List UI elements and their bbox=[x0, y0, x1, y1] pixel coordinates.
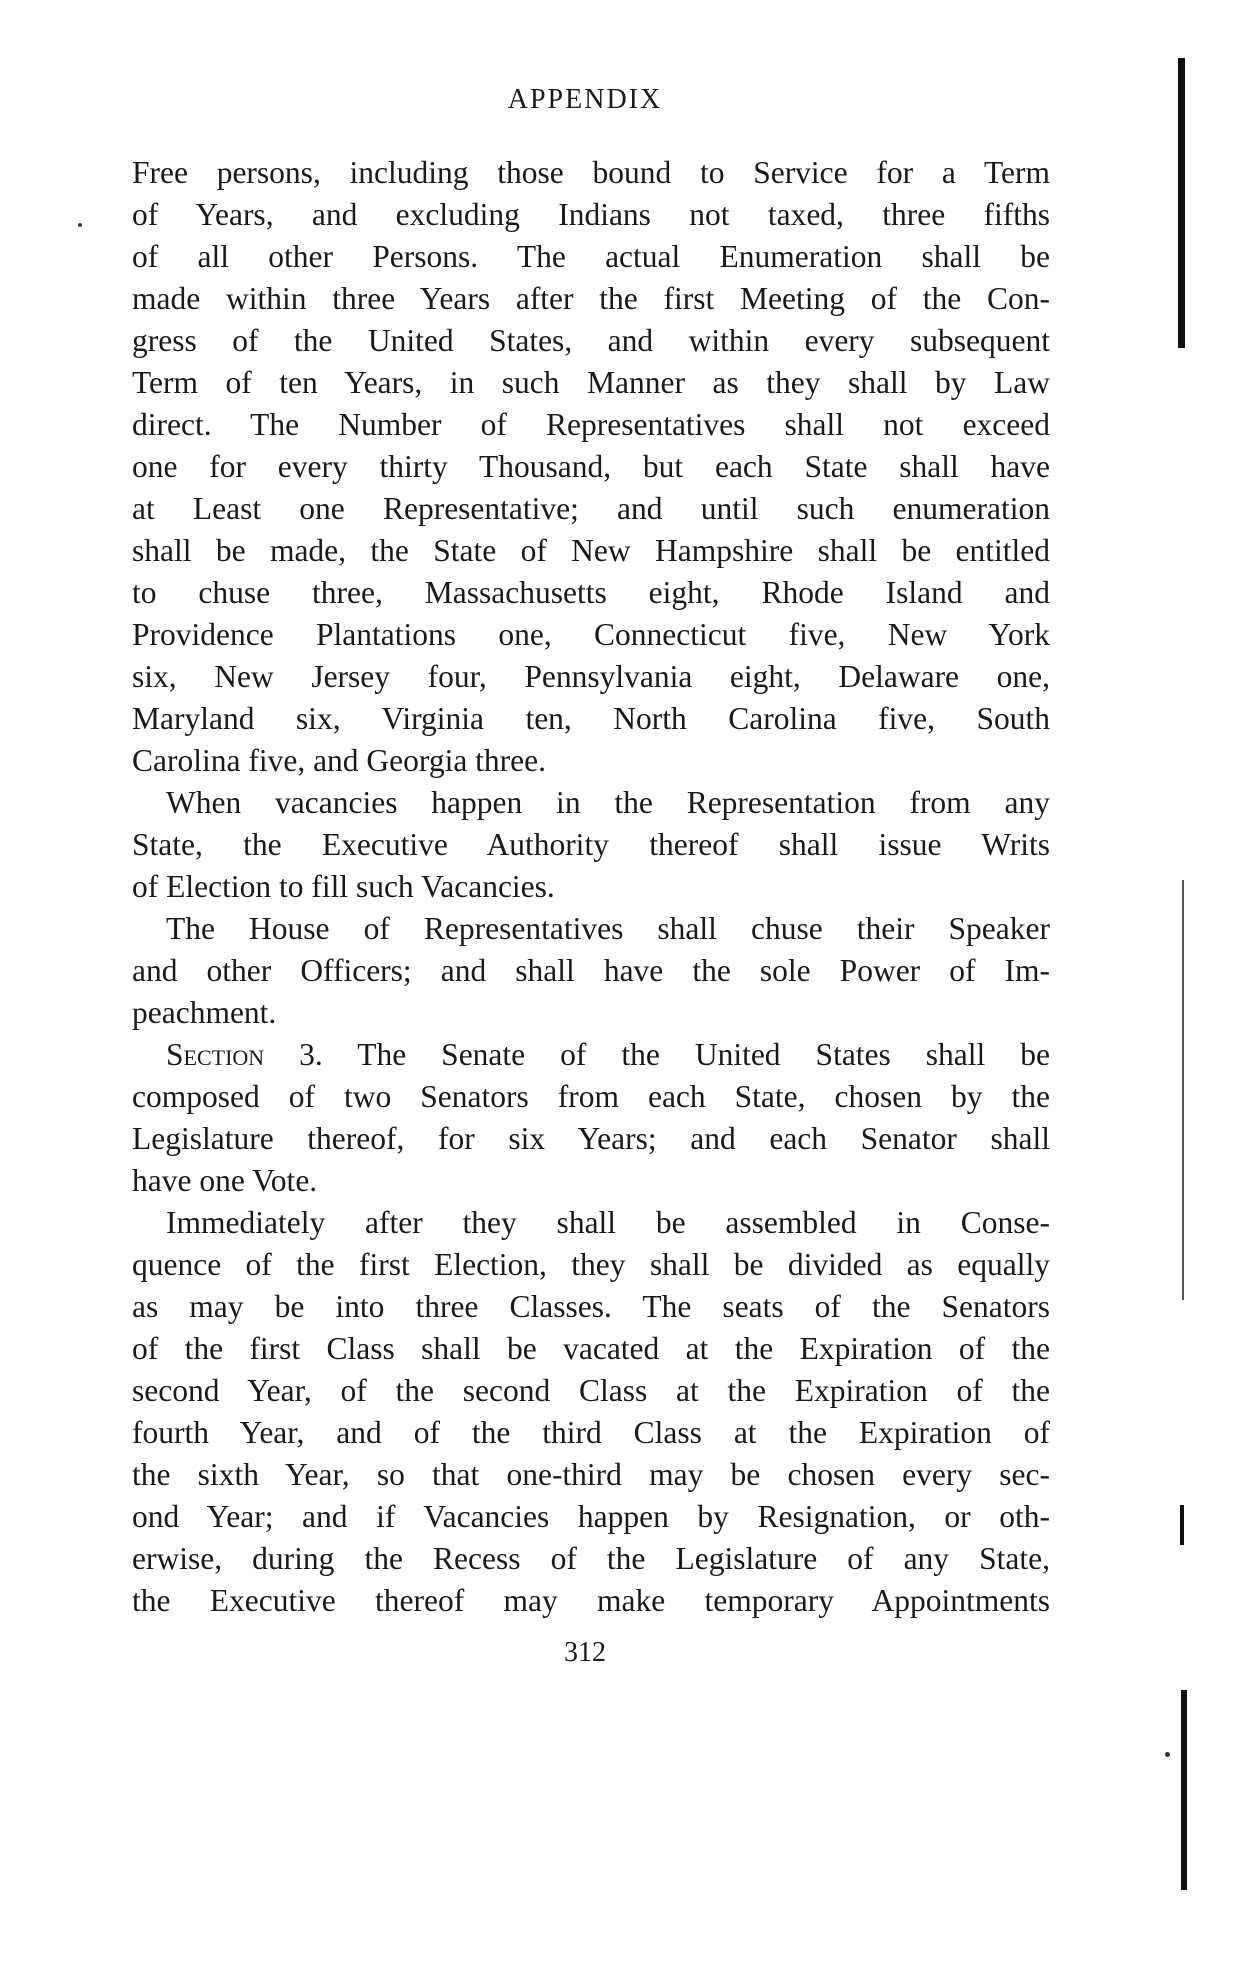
line-text: of the first Class shall be vacated at the Expiration of the bbox=[132, 1331, 1050, 1366]
line-text: as may be into three Classes. The seats of the Senators bbox=[132, 1289, 1050, 1324]
line-text: The House of Representatives shall chuse their Speaker bbox=[166, 911, 1050, 946]
line-text: of Election to fill such Vacancies. bbox=[132, 869, 555, 904]
scan-edge-bar-low bbox=[1180, 1505, 1184, 1545]
line-text: made within three Years after the first Meeting of the Con- bbox=[132, 281, 1050, 316]
text-line bbox=[132, 614, 1050, 656]
line-text: the sixth Year, so that one-third may be chosen every sec- bbox=[132, 1457, 1050, 1492]
line-text: Legislature thereof, for six Years; and each Senator shall bbox=[132, 1121, 1050, 1156]
text-line bbox=[132, 1076, 1050, 1118]
text-line bbox=[132, 698, 1050, 740]
text-line bbox=[132, 1538, 1050, 1580]
text-line bbox=[132, 992, 1050, 1034]
line-text: ond Year; and if Vacancies happen by Resignation, or oth- bbox=[132, 1499, 1050, 1534]
line-text: composed of two Senators from each State, chosen by the bbox=[132, 1079, 1050, 1114]
line-text: fourth Year, and of the third Class at the Expiration of bbox=[132, 1415, 1050, 1450]
line-text: have one Vote. bbox=[132, 1163, 318, 1198]
text-line bbox=[132, 194, 1050, 236]
line-text: Free persons, including those bound to Service for a Term bbox=[132, 155, 1050, 190]
text-line bbox=[132, 824, 1050, 866]
line-text: Maryland six, Virginia ten, North Carolina five, South bbox=[132, 701, 1050, 736]
text-line bbox=[132, 1034, 1050, 1076]
text-line bbox=[132, 488, 1050, 530]
text-line bbox=[132, 782, 1050, 824]
line-text: The Senate of the United States shall be bbox=[357, 1037, 1050, 1072]
line-text: State, the Executive Authority thereof shall issue Writs bbox=[132, 827, 1050, 862]
line-text: Term of ten Years, in such Manner as they shall by Law bbox=[132, 365, 1050, 400]
text-line bbox=[132, 236, 1050, 278]
line-text: quence of the first Election, they shall be divided as equally bbox=[132, 1247, 1050, 1282]
text-line bbox=[132, 1118, 1050, 1160]
text-line bbox=[132, 1160, 1050, 1202]
line-text: Immediately after they shall be assembled in Conse- bbox=[166, 1205, 1050, 1240]
text-line bbox=[132, 278, 1050, 320]
body-text bbox=[132, 152, 1050, 1622]
text-line bbox=[132, 1202, 1050, 1244]
line-text: direct. The Number of Representatives shall not exceed bbox=[132, 407, 1050, 442]
scan-speck bbox=[78, 223, 82, 227]
text-line bbox=[132, 530, 1050, 572]
text-line bbox=[132, 1412, 1050, 1454]
text-line bbox=[132, 404, 1050, 446]
text-line bbox=[132, 740, 1050, 782]
line-text: Carolina five, and Georgia three. bbox=[132, 743, 547, 778]
scan-edge-bar-bottom bbox=[1181, 1690, 1187, 1890]
text-line bbox=[132, 1244, 1050, 1286]
line-text: to chuse three, Massachusetts eight, Rhode Island and bbox=[132, 575, 1050, 610]
text-line bbox=[132, 656, 1050, 698]
text-line bbox=[132, 1496, 1050, 1538]
line-text: of Years, and excluding Indians not taxed, three fifths bbox=[132, 197, 1050, 232]
running-head: APPENDIX bbox=[507, 84, 663, 115]
text-line bbox=[132, 1370, 1050, 1412]
line-text: and other Officers; and shall have the sole Power of Im- bbox=[132, 953, 1050, 988]
line-text: of all other Persons. The actual Enumeration shall be bbox=[132, 239, 1050, 274]
line-text: shall be made, the State of New Hampshire shall be entitled bbox=[132, 533, 1050, 568]
text-line bbox=[132, 866, 1050, 908]
line-text: the Executive thereof may make temporary Appointments bbox=[132, 1583, 1050, 1618]
text-line bbox=[132, 362, 1050, 404]
text-line bbox=[132, 1580, 1050, 1622]
text-line bbox=[132, 1328, 1050, 1370]
text-line bbox=[132, 152, 1050, 194]
line-text: one for every thirty Thousand, but each State shall have bbox=[132, 449, 1050, 484]
line-text: gress of the United States, and within every subsequent bbox=[132, 323, 1050, 358]
line-text: erwise, during the Recess of the Legislature of any State, bbox=[132, 1541, 1050, 1576]
text-line bbox=[132, 1454, 1050, 1496]
line-text: second Year, of the second Class at the Expiration of the bbox=[132, 1373, 1050, 1408]
text-line bbox=[132, 950, 1050, 992]
section-heading: Section 3. bbox=[166, 1037, 323, 1072]
page-number: 312 bbox=[564, 1637, 606, 1668]
line-text: Providence Plantations one, Connecticut five, New York bbox=[132, 617, 1050, 652]
scan-edge-bar-top bbox=[1178, 58, 1185, 348]
line-text: peachment. bbox=[132, 995, 277, 1030]
scan-speck bbox=[1165, 1752, 1170, 1757]
text-line bbox=[132, 320, 1050, 362]
text-line bbox=[132, 446, 1050, 488]
scan-edge-line-mid bbox=[1182, 880, 1184, 1300]
text-line bbox=[132, 572, 1050, 614]
line-text: at Least one Representative; and until such enumeration bbox=[132, 491, 1050, 526]
line-text: six, New Jersey four, Pennsylvania eight, Delaware one, bbox=[132, 659, 1050, 694]
text-line bbox=[132, 1286, 1050, 1328]
text-line bbox=[132, 908, 1050, 950]
line-text: When vacancies happen in the Representation from any bbox=[166, 785, 1050, 820]
